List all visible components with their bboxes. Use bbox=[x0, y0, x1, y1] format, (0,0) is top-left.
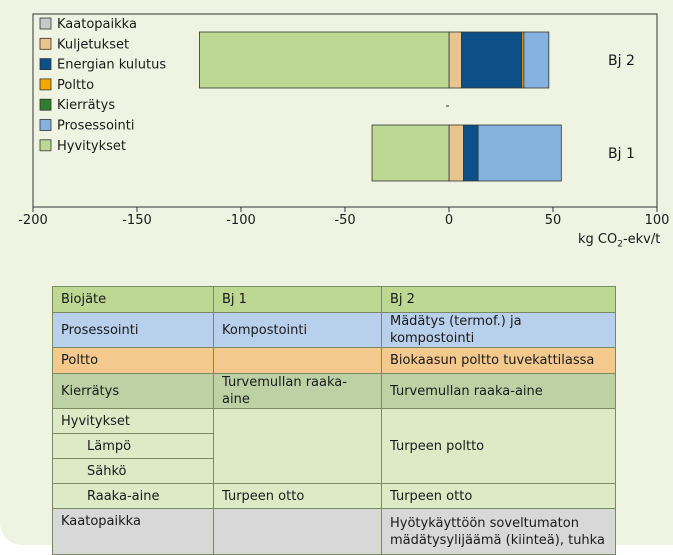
row-label: Hyvitykset bbox=[53, 409, 214, 434]
x-tick-label: -150 bbox=[122, 213, 152, 228]
table-row-hyvitykset bbox=[53, 409, 616, 434]
legend-label: Kuljetukset bbox=[57, 37, 130, 53]
x-axis-unit-label: kg $CO_2-ekv/t$ bbox=[578, 232, 661, 250]
category-label: Bj 1 bbox=[608, 146, 635, 162]
table-row-raaka-aine bbox=[53, 484, 616, 509]
legend-label: Kaatopaikka bbox=[57, 17, 137, 32]
stacked-bar-chart bbox=[0, 0, 673, 240]
table-cell: Kompostointi bbox=[214, 313, 382, 348]
x-tick-label: 0 bbox=[444, 213, 454, 228]
x-tick-label: 100 bbox=[644, 213, 670, 228]
legend-swatch bbox=[40, 38, 51, 49]
table-row-kierratys bbox=[53, 374, 616, 409]
table-header-row bbox=[53, 287, 616, 313]
row-label: Kaatopaikka bbox=[53, 509, 214, 555]
row-label: Poltto bbox=[53, 348, 214, 374]
legend-swatch bbox=[40, 59, 51, 70]
x-tick-label: 50 bbox=[544, 213, 562, 228]
legend-label: Poltto bbox=[57, 77, 95, 93]
legend-swatch bbox=[40, 140, 51, 151]
table-header-cell: Bj 2 bbox=[382, 287, 616, 313]
table-cell bbox=[214, 509, 382, 555]
table-cell: Turvemullan raaka-aine bbox=[214, 374, 382, 409]
table-header-cell: Biojäte bbox=[53, 287, 214, 313]
bar-segment bbox=[449, 125, 464, 181]
table-row-poltto bbox=[53, 348, 616, 374]
bar-segment bbox=[478, 125, 561, 181]
table-cell: Turpeen poltto bbox=[382, 409, 616, 484]
legend-swatch bbox=[40, 120, 51, 131]
table-cell: Hyötykäyttöön soveltumaton mädätysylijäämä (kiinteä), tuhka bbox=[382, 509, 616, 555]
legend-swatch bbox=[40, 79, 51, 90]
table-cell: Turpeen otto bbox=[214, 484, 382, 509]
table-cell: Biokaasun poltto tuvekattilassa bbox=[382, 348, 616, 374]
category-label: Bj 2 bbox=[608, 53, 635, 69]
table-cell: Turvemullan raaka-aine bbox=[382, 374, 616, 409]
table-cell bbox=[214, 348, 382, 374]
table-header-cell: Bj 1 bbox=[214, 287, 382, 313]
table-row-prosessointi bbox=[53, 313, 616, 348]
legend-label: Hyvitykset bbox=[57, 138, 126, 154]
bar-segment bbox=[199, 32, 449, 88]
row-label: Sähkö bbox=[53, 459, 214, 484]
legend-label: Prosessointi bbox=[57, 118, 135, 134]
row-label: Raaka-aine bbox=[53, 484, 214, 509]
bar-segment bbox=[449, 32, 461, 88]
x-tick-label: -50 bbox=[334, 213, 356, 228]
row-label: Lämpö bbox=[53, 434, 214, 459]
bar-segment bbox=[524, 32, 549, 88]
row-label: Prosessointi bbox=[53, 313, 214, 348]
process-table bbox=[52, 286, 616, 555]
table-cell: Mädätys (termof.) ja kompostointi bbox=[382, 313, 616, 348]
x-tick-label: -100 bbox=[226, 213, 256, 228]
row-label: Kierrätys bbox=[53, 374, 214, 409]
table-row-kaatopaikka bbox=[53, 509, 616, 555]
bar-segment bbox=[461, 32, 521, 88]
table-cell bbox=[214, 409, 382, 484]
x-tick-label: -200 bbox=[18, 213, 48, 228]
legend-swatch bbox=[40, 18, 51, 29]
bar-segment bbox=[372, 125, 449, 181]
table-cell: Turpeen otto bbox=[382, 484, 616, 509]
legend-swatch bbox=[40, 99, 51, 110]
legend-label: Energian kulutus bbox=[57, 57, 167, 73]
legend-label: Kierrätys bbox=[57, 98, 116, 114]
bar-segment bbox=[464, 125, 479, 181]
